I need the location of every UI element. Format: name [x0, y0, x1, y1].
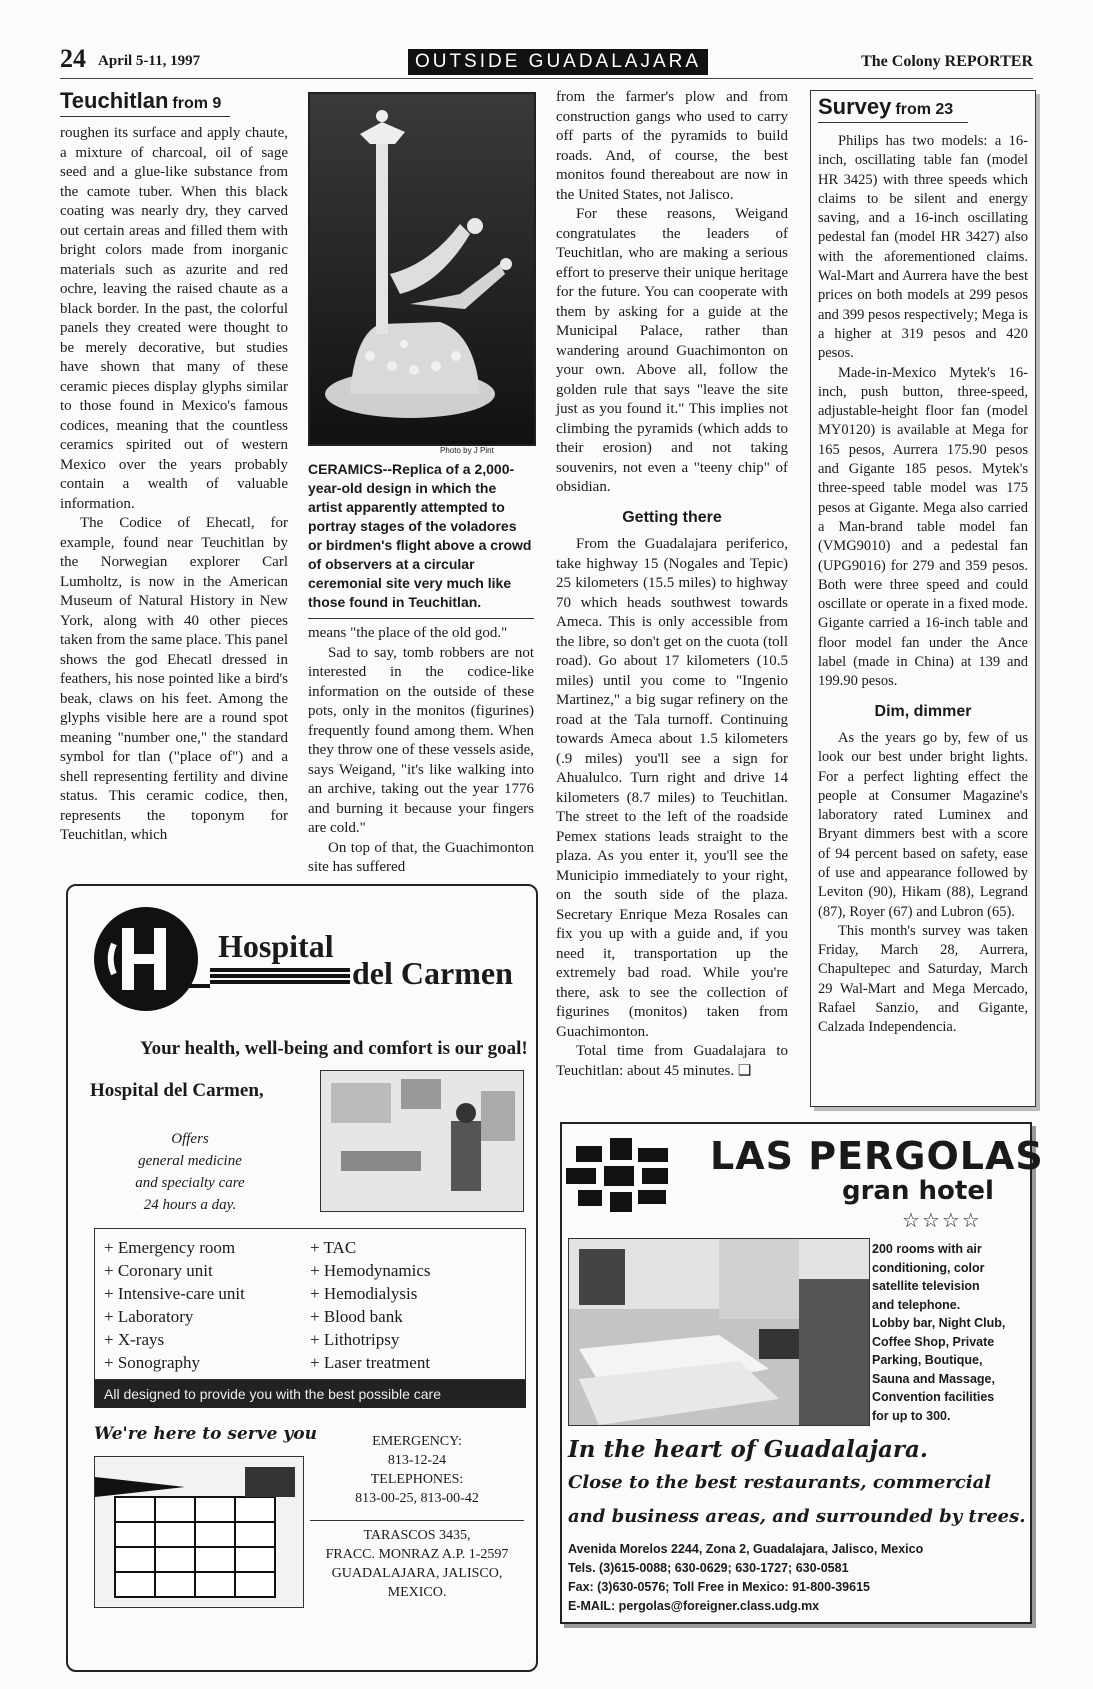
feature-line: for up to 300.	[872, 1408, 951, 1423]
section-banner: OUTSIDE GUADALAJARA	[408, 49, 708, 75]
offers-line: 24 hours a day.	[143, 1197, 237, 1213]
telephones-label: TELEPHONES:	[370, 1472, 464, 1487]
hospital-contact	[310, 1432, 524, 1508]
medical-equipment-image	[321, 1071, 523, 1211]
feature-line: Sauna and Massage,	[872, 1371, 995, 1386]
hotel-room-photo	[568, 1238, 870, 1426]
survey-from: from 23	[895, 101, 954, 118]
hospital-care-bar: All designed to provide you with the best possible care	[94, 1380, 526, 1408]
teuchitlan-column-1	[60, 124, 288, 846]
teuchitlan-title: Teuchitlan	[60, 88, 169, 113]
feature-line: Coffee Shop, Private	[872, 1334, 995, 1349]
hospital-name-stripes	[210, 968, 350, 984]
pergolas-tagline-2: Close to the best restaurants, commercial	[568, 1472, 992, 1493]
pergolas-email: E-MAIL: pergolas@foreigner.class.udg.mx	[568, 1599, 820, 1613]
headline-rule	[818, 122, 968, 123]
pergolas-tagline-3: and business areas, and surrounded by trees.	[568, 1506, 1026, 1527]
article-paragraph: Total time from Guadalajara to Teuchitlan: about 45 minutes. ❑	[556, 1043, 788, 1079]
address-line: TARASCOS 3435,	[363, 1528, 471, 1543]
teuchitlan-column-2	[308, 624, 534, 878]
telephones-numbers: 813-00-25, 813-00-42	[355, 1491, 479, 1506]
feature-line: 200 rooms with air	[872, 1242, 982, 1256]
caption-text: --Replica of a 2,000-year-old design in which the artist apparently attempted to portray stages of the voladores or birdmen's flight above a crowd of observers at a circular ceremonial site very much like those found in Teuchitlan.	[308, 461, 532, 610]
ceramic-sculpture-image	[310, 94, 534, 444]
feature-line: satellite television	[872, 1279, 980, 1293]
hospital-logo-icon	[92, 904, 210, 1014]
feature-line: Convention facilities	[872, 1390, 995, 1404]
serve-tagline: We're here to serve you	[94, 1424, 317, 1444]
service-item: + Emergency room	[104, 1238, 236, 1257]
hospital-building-photo	[94, 1456, 304, 1608]
survey-headline	[818, 94, 1028, 123]
emergency-label: EMERGENCY:	[372, 1434, 462, 1449]
hospital-name-2: del Carmen	[352, 955, 513, 991]
getting-there-heading: Getting there	[622, 508, 722, 526]
hospital-room-photo	[320, 1070, 524, 1212]
article-paragraph: Sad to say, tomb robbers are not interested in the codice-like information on the outside of these pots, only in the monitos (figurines) frequently found among them. When they throw one of these vessels aside, says Weigand, "it's like walking into an archive, taking out the year 1776 and burning it because your fingers are cold."	[308, 644, 534, 836]
survey-column	[818, 132, 1028, 1038]
address-line: GUADALAJARA, JALISCO,	[331, 1566, 503, 1581]
pergolas-stars: ☆☆☆☆	[902, 1210, 982, 1232]
survey-paragraph: This month's survey was taken Friday, March 28, Aurrera, Chapultepec and Saturday, March 29 Wal-Mart and Mega Mercado, Rafael Sanzio, and Gigante, Calzada Independencia.	[818, 922, 1028, 1036]
caption-label: CERAMICS	[308, 461, 383, 477]
teuchitlan-from: from 9	[172, 95, 222, 112]
hospital-offers	[100, 1128, 280, 1216]
feature-line: Parking, Boutique,	[872, 1353, 983, 1367]
dim-dimmer-heading: Dim, dimmer	[874, 702, 972, 720]
hospital-building-image	[95, 1457, 303, 1607]
services-right-list	[310, 1236, 510, 1374]
pergolas-subtitle: gran hotel	[842, 1176, 994, 1206]
contact-rule	[310, 1520, 524, 1521]
article-paragraph: On top of that, the Guachimonton site has suffered	[308, 839, 534, 875]
issue-date: April 5-11, 1997	[98, 53, 201, 69]
feature-line: Lobby bar, Night Club,	[872, 1316, 1006, 1330]
article-paragraph: means "the place of the old god."	[308, 625, 508, 641]
service-item: + X-rays	[104, 1330, 165, 1349]
article-paragraph: from the farmer's plow and from construction gangs who used to carry off parts of the pyramids to build roads. And, of course, the best monitos found thereabout are now in the United States, not Jalisco.	[556, 89, 788, 203]
service-item: + Sonography	[104, 1353, 201, 1372]
service-item: + TAC	[310, 1238, 357, 1257]
service-item: + Laboratory	[104, 1307, 194, 1326]
services-left-list	[104, 1236, 304, 1374]
survey-paragraph: Made-in-Mexico Mytek's 16-inch, push button, three-speed, adjustable-height floor fan (model MY0120) is available at Mega for 165 pesos, Aurrera 175.90 pesos and Gigante 185 pesos. Mytek's three-speed table model was 175 pesos at Gigante. Mega also carried a Man-brand table model fan (VMG9010) and a pedestal fan (UPG9016) for 279 and 359 pesos. Both were three speed and could oscillate or operate in a fixed mode. Gigante carried a 16-inch table and floor model fan under the Ance label (made in China) at 139 and 199.90 pesos.	[818, 364, 1028, 690]
emergency-number: 813-12-24	[387, 1453, 447, 1468]
caption-rule	[308, 618, 534, 619]
photo-credit: Photo by J Pint	[440, 446, 494, 455]
header-rule	[60, 78, 1033, 79]
paper-name: The Colony REPORTER	[861, 53, 1033, 70]
offers-line: and specialty care	[135, 1175, 245, 1191]
teuchitlan-column-3	[556, 88, 788, 1081]
hotel-room-image	[569, 1239, 869, 1425]
pergolas-tagline-1: In the heart of Guadalajara.	[568, 1436, 928, 1463]
article-paragraph: For these reasons, Weigand congratulates the leaders of Teuchitlan, who are making a serious effort to preserve their unique heritage for the future. You can cooperate with them by asking for a guide at the Municipal Palace, rather than wandering around Guachimonton on your own. Above all, follow the golden rule that says "leave the site just as you found it." This implies not climbing the pyramids (which adds to their erosion) and not taking souvenirs, not even a "teeny chip" of obsidian.	[556, 206, 788, 495]
survey-paragraph: As the years go by, few of us look our best under bright lights. For a perfect lighting effect the people at Consumer Magazine's laboratory rated Luminex and Bryant dimmers best with a score of 94 percent based on safety, ease of use and appearance followed by Leviton (90), Hikam (88), Legrand (87), Royer (67) and Lubron (65).	[818, 729, 1028, 920]
service-item: + Hemodialysis	[310, 1284, 418, 1303]
offers-line: general medicine	[138, 1153, 242, 1169]
headline-rule	[60, 116, 230, 117]
service-item: + Lithotripsy	[310, 1330, 400, 1349]
pergolas-fax: Fax: (3)630-0576; Toll Free in Mexico: 91-800-39615	[568, 1580, 870, 1594]
article-paragraph: The Codice of Ehecatl, for example, found near Teuchitlan by the Norwegian explorer Carl Lumholtz, is now in the American Museum of Natural History in New York, along with 40 other pieces taken from the same place. This panel shows the god Ehecatl dressed in feathers, his nose pointed like a bird's beak, claws on his feet. Among the glyphs visible here are a round spot meaning "number one," the standard symbol for tlan ("place of") and a shell representing fertility and divine status. This ceramic codice, then, represents the toponym for Teuchitlan, which	[60, 515, 288, 843]
hospital-slogan: Your health, well-being and comfort is our goal!	[140, 1038, 528, 1059]
address-line: FRACC. MONRAZ A.P. 1-2597	[325, 1547, 509, 1562]
page-number: 24	[60, 44, 86, 73]
service-item: + Hemodynamics	[310, 1261, 431, 1280]
pergolas-address: Avenida Morelos 2244, Zona 2, Guadalajara, Jalisco, Mexico	[568, 1542, 924, 1556]
hospital-logo	[92, 904, 210, 1019]
article-paragraph: roughen its surface and apply chaute, a mixture of charcoal, oil of sage seed and a glue-like substance from the camote tuber. When this black coating was nearly dry, they carved out certain areas and filled them with bright colors made from inorganic materials such as azurite and red ochre, leaving the raised chaute as a black border. In the past, the colorful panels they created were thought to be merely decorative, but studies have shown that many of these ceramic pieces display glyphs similar to those found in Mexico's famous codices, meaning that the countless ceramics spirited out of western Mexico over the years probably contain a wealth of valuable information.	[60, 125, 288, 512]
survey-title: Survey	[818, 94, 892, 119]
pergolas-logo-icon	[566, 1138, 676, 1214]
service-item: + Coronary unit	[104, 1261, 213, 1280]
article-paragraph: From the Guadalajara periferico, take highway 15 (Nogales and Tepic) 25 kilometers (15.5 miles) to highway 70 which heads southwest towards Ameca. This is only accessible from the libre, so don't get on the cuota (toll road). Go about 17 kilometers (10.5 miles) until you come to "Ingenio Martinez," a big sugar refinery on the road at the Tala turnoff. Continuing towards Ameca about 1.5 kilometers (.9 miles) you'll see a sign for Ahualulco. Turn right and drive 14 kilometers (8.7 miles) to Teuchitlan. The street to the left of the roadside Pemex stations leads straight to the plaza. As you enter it, you'll see the Municipio immediately to your right, on the south side of the plaza. Secretary Enrique Meza Rosales can fix you up with a guide and, if you need it, transportation up the extremely bad road. While you're there, ask to see the collection of figurines (monitos) taken from Guachimonton.	[556, 536, 788, 1040]
photo-caption	[308, 460, 534, 612]
pergolas-logo	[566, 1138, 676, 1219]
hospital-name-1: Hospital	[218, 928, 334, 964]
survey-paragraph: Philips has two models: a 16-inch, oscillating table fan (model HR 3425) with three speeds which claims to be silent and energy saving, and a 16-inch oscillating pedestal fan (model HR 3427) also with the aforementioned claims. Wal-Mart and Aurrera have the best prices on both models at 299 pesos and 399 pesos respectively; Mega is a higher at 319 pesos and 420 pesos.	[818, 133, 1028, 362]
pergolas-contact	[568, 1540, 1024, 1616]
service-item: + Blood bank	[310, 1307, 403, 1326]
hospital-address	[310, 1526, 524, 1602]
pergolas-features	[872, 1240, 1022, 1425]
offers-line: Offers	[171, 1131, 209, 1147]
service-item: + Intensive-care unit	[104, 1284, 245, 1303]
service-item: + Laser treatment	[310, 1353, 431, 1372]
ceramics-photo	[308, 92, 536, 446]
address-line: MEXICO.	[387, 1585, 447, 1600]
feature-line: conditioning, color	[872, 1260, 985, 1275]
feature-line: and telephone.	[872, 1297, 961, 1312]
teuchitlan-headline	[60, 88, 290, 117]
pergolas-title: LAS PERGOLAS	[710, 1134, 1044, 1178]
hospital-subtitle: Hospital del Carmen,	[90, 1080, 264, 1101]
pergolas-tels: Tels. (3)615-0088; 630-0629; 630-1727; 630-0581	[568, 1561, 849, 1575]
